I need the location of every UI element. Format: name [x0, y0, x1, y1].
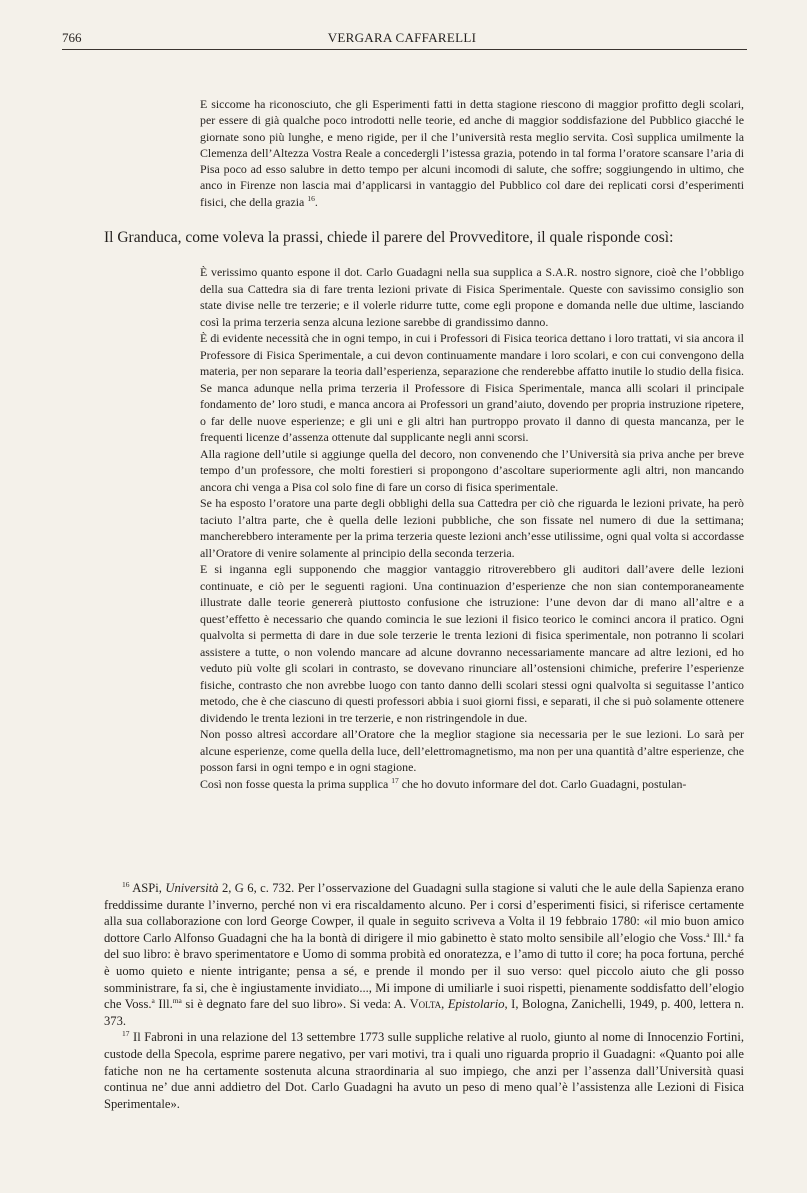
- footnote-17: [104, 1029, 744, 1112]
- footnote-number: 17: [122, 1029, 130, 1039]
- book-title: Epistolario: [447, 997, 505, 1012]
- footnote-text: ,: [441, 997, 445, 1012]
- quote-paragraph: Non posso altresì accordare all’Oratore che la meglior stagione sia necessaria per le sue lezioni. Lo sarà per alcune esperienze, come quella della luce, dell’elettromagnetismo, ma non per una quantità d’altre esperienze, che posson farsi in ogni tempo e in ogni stagione.: [200, 727, 744, 774]
- author-name: Volta: [409, 997, 442, 1012]
- quote-text: E siccome ha riconosciuto, che gli Esperimenti fatti in detta stagione riescono di maggior profitto degli scolari, per essere di già qualche poco introdotti nelle teorie, ed anche di maggior soddisfazione del Pubblico giacché le giornate sono più lunghe, e meno rigide, per il che l’università resta meglio servita. Così supplica umilmente la Clemenza dell’Altezza Vostra Reale a concedergli l’istessa grazia, potendo in tal forma l’oratore scansare l’aria di Pisa poco ad esso salubre in detto tempo per alcuni incomodi di salute, che soffre; soggiungendo in ultimo, che anco in Firenze non lascia mai d’applicarsi in vantaggio del Pubblico col dare dei replicati corsi d’esperimenti fisici, che della grazia: [200, 97, 744, 209]
- superscript: a: [727, 929, 731, 939]
- quote-paragraph: Se ha esposto l’oratore una parte degli obblighi della sua Cattedra per ciò che riguarda le lezioni private, ha però taciuto l’altra parte, che è quella delle lezioni pubbliche, che son fissate nel numero di due la settimana; mancherebbero interamente per la prima terzeria queste lezioni anch’esse utilissime, ogni qual volta si accordasse all’Oratore di venire solamente al principio della seconda terzeria.: [200, 496, 744, 560]
- footnote-text: , I, Bologna, Zanichelli, 1949, p. 400, lettera n. 373.: [104, 997, 744, 1028]
- block-quote-provveditore: [200, 264, 744, 792]
- superscript: a: [151, 996, 155, 1006]
- page-number: 766: [62, 30, 82, 45]
- footnote-text: fa del suo libro: è bravo sperimentatore e Uomo di somma probità ed onoratezza, e l’amo di tutto il core; ha poca fortuna, perché è uomo quieto e niente intrigante; pensa a sé, e prende il mondo per il suo verso: quel piccolo aiuto che gli posso somministrare, fa si, che è ingiustamente invidiato..., Mi impone di umiliarle i suoi rispetti, pienamente soddisfatto dell’elogio che Voss.: [104, 930, 744, 1012]
- footnote-ref-16: 16: [307, 193, 315, 203]
- quote-tail: .: [314, 194, 318, 209]
- footnote-text: ASPi,: [132, 881, 162, 895]
- superscript: a: [706, 929, 710, 939]
- quote-text: Così non fosse questa la prima supplica: [200, 776, 389, 791]
- footnotes: [104, 880, 744, 1112]
- footnote-text: Università: [165, 881, 219, 895]
- page-header: [62, 30, 742, 50]
- quote-paragraph: È verissimo quanto espone il dot. Carlo Guadagni nella sua supplica a S.A.R. nostro signore, cioè che l’obbligo della sua Cattedra sia di fare trenta lezioni private di Fisica Sperimentale. Queste con savissimo consiglio son state divise nelle tre terzerie; e il volerle ridurre tutte, come egli propone e domanda nelle due ultime, lasciando così la prima terzeria senza alcuna lezione sarebbe di grandissimo danno.: [200, 265, 744, 329]
- footnote-text: Ill.: [158, 997, 173, 1012]
- quote-paragraph: Alla ragione dell’utile si aggiunge quella del decoro, non convenendo che l’Università sia priva anche per breve tempo d’un professore, che molti forestieri si propongono d’ascoltare superiormente agli altri, non mancando ancora chi venga a Pisa col solo fine di fare un corso di fisica sperimentale.: [200, 446, 744, 494]
- superscript: ma: [172, 996, 182, 1006]
- quote-paragraph: E si inganna egli supponendo che maggior vantaggio ritroverebbero gli auditori dall’avere delle lezioni continuate, e ciò per le seguenti ragioni. Una continuazion d’esperienze che non sian contemporaneamente illustrate dalle teorie genererà piuttosto confusione che istruzione: l’une devon dar di mano all’altre e a quest’effetto è necessario che quando comincia le sue lezioni il fisico teorico le cominci ancora il pratico. Ogni qualvolta si permetta di dare in due sole terzerie le trenta lezioni di fisica sperimentale, non potranno li scolari assistere a tutte, o non volendo mancare ad alcune dovranno necessariamente mancare ad altre lezioni, ed ho veduto più volte gli scolari in contrasto, se dovevano rinunciare all’ostensioni chimiche, preferire l’esperienze fisiche, contrasto che non avrebbe luogo con tanto danno delli scolari stessi ogni qualvolta si seguitasse l’antico metodo, che è che ciascuno di questi professori abbia i suoi giorni fissi, e separati, il che si può solamente ottenere dividendo le trenta lezioni in tre terzerie, e non ristringendole in due.: [200, 562, 744, 725]
- body-paragraph: Il Granduca, come voleva la prassi, chiede il parere del Provveditore, il quale risponde così:: [104, 229, 674, 246]
- header-rule: [62, 49, 747, 50]
- footnote-text: si è degnato fare del suo libro». Si veda: A.: [185, 997, 407, 1012]
- quote-paragraph: [200, 776, 744, 793]
- footnote-text: 2, G 6, c. 732. Per l’osservazione del Guadagni sulla stagione si valuti che le aule della Sapienza erano freddissime durante l’inverno, perché non vi era riscaldamento alcuno. Per i corsi d’esperimenti fisici, si riferisce certamente alla sua collaborazione con lord George Cowper, il quale in seguito scriveva a Volta il 19 febbraio 1780: «il mio buon amico dottore Carlo Alfonso Guadagni che ha la bontà di dirigere il mio gabinetto è stato molto sensibile all’elogio che Voss.: [104, 881, 744, 945]
- running-head: VERGARA CAFFARELLI: [327, 30, 477, 45]
- footnote-16: [104, 880, 744, 1029]
- footnote-number: 16: [122, 880, 130, 889]
- footnote-ref-17: 17: [391, 775, 399, 785]
- block-quote-petition: [200, 96, 744, 210]
- footnote-text: Ill.: [713, 930, 728, 945]
- quote-paragraph: È di evidente necessità che in ogni tempo, in cui i Professori di Fisica teorica dettano i loro trattati, vi sia ancora il Professore di Fisica Sperimentale, a cui devon continuamente mandare i loro scolari, e con cui convengono della materia, per non separare la teoria dall’esperienza, separazione che renderebbe affatto inutile lo studio della fisica. Se manca adunque nella prima terzeria il Professore di Fisica Sperimentale, manca alli scolari il principale fondamento de’ loro studi, e manca ancora ai Professori un grand’aiuto, dovendo per propria instruzione ripetere, o far delle nuove esperienze; e gli uni e gli altri han purtroppo provato il danno di questa mancanza, per le frequenti licenze d’assenza ottenute dal supplicante negli anni scorsi.: [200, 331, 744, 444]
- quote-text: che ho dovuto informare del dot. Carlo Guadagni, postulan-: [401, 776, 687, 791]
- footnote-text: Il Fabroni in una relazione del 13 settembre 1773 sulle suppliche relative al ruolo, giunto al nome di Innocenzio Fortini, custode della Specola, esprime parere negativo, per vari motivi, tra i quali uno riguarda proprio il Guadagni: «Quanto poi alle fatiche non ne ha certamente sostenuta alcuna straordinaria al suo impiego, che anzi per l’assenza dall’Università quasi continua ne’ due anni addietro del Dot. Carlo Guadagni ha avuto un peso di meno qual’è l’assistenza alle Lezioni di Fisica Sperimentale».: [104, 1030, 744, 1111]
